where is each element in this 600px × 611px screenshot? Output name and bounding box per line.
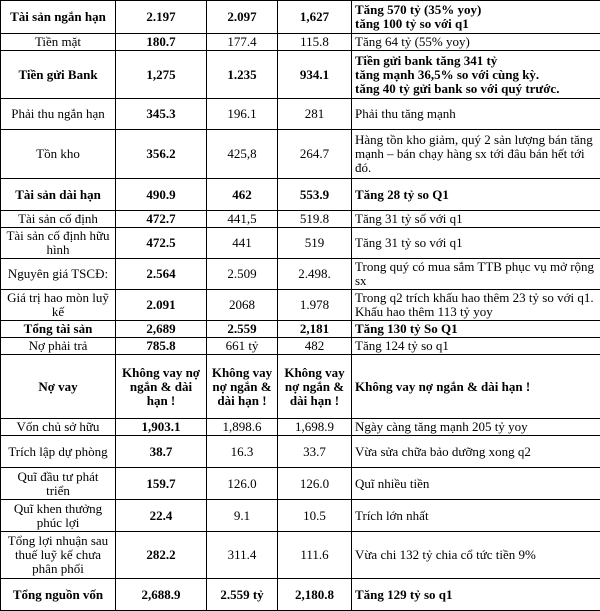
row-label: Tổng nguồn vốn <box>1 579 116 611</box>
value-q1: 462 <box>207 179 278 211</box>
row-label: Tiền gửi Bank <box>1 51 116 99</box>
value-prior-year: 2,181 <box>278 321 352 338</box>
table-row <box>1 468 600 500</box>
row-note: Trích lớn nhất <box>352 500 600 532</box>
value-q1: 177.4 <box>207 34 278 51</box>
row-label: Tiền mặt <box>1 34 116 51</box>
value-prior-year: 115.8 <box>278 34 352 51</box>
row-note: Vừa sửa chữa bảo dưỡng xong q2 <box>352 436 600 468</box>
value-q2-current: 472.5 <box>116 228 207 259</box>
value-prior-year: 126.0 <box>278 468 352 500</box>
table-row <box>1 179 600 211</box>
row-label: Nguyên giá TSCĐ: <box>1 259 116 290</box>
table-row <box>1 130 600 179</box>
value-q2-current: 22.4 <box>116 500 207 532</box>
value-q1: Không vay nợ ngắn & dài hạn ! <box>207 355 278 419</box>
row-label: Tồn kho <box>1 130 116 179</box>
row-label: Quĩ đầu tư phát triển <box>1 468 116 500</box>
value-prior-year: 482 <box>278 338 352 355</box>
row-note: Không vay nợ ngắn & dài hạn ! <box>352 355 600 419</box>
value-q1: 2.097 <box>207 1 278 34</box>
table-row <box>1 532 600 579</box>
table-row <box>1 34 600 51</box>
value-prior-year: 934.1 <box>278 51 352 99</box>
value-q1: 9.1 <box>207 500 278 532</box>
table-row <box>1 419 600 436</box>
value-q2-current: 490.9 <box>116 179 207 211</box>
value-prior-year: 519.8 <box>278 211 352 228</box>
row-label: Tổng tài sản <box>1 321 116 338</box>
table-row <box>1 211 600 228</box>
row-note: Tăng 124 tỷ so q1 <box>352 338 600 355</box>
table-row <box>1 51 600 99</box>
row-note: Tăng 64 tỷ (55% yoy) <box>352 34 600 51</box>
row-note: Vừa chi 132 tỷ chia cổ tức tiền 9% <box>352 532 600 579</box>
value-prior-year: 1.978 <box>278 290 352 321</box>
row-note: Tăng 570 tỷ (35% yoy) tăng 100 tỷ so với q1 <box>352 1 600 34</box>
table-row <box>1 338 600 355</box>
value-q2-current: 1,275 <box>116 51 207 99</box>
table-row <box>1 99 600 130</box>
value-q2-current: 472.7 <box>116 211 207 228</box>
row-note: Hàng tồn kho giảm, quý 2 sản lượng bán tăng mạnh – bán chạy hàng sx tới đâu bán hết tới đó. <box>352 130 600 179</box>
value-q2-current: 2.197 <box>116 1 207 34</box>
table-row <box>1 259 600 290</box>
table-row <box>1 290 600 321</box>
value-q1: 425,8 <box>207 130 278 179</box>
row-label: Nợ phải trả <box>1 338 116 355</box>
row-label: Tổng lợi nhuận sau thuế luỹ kế chưa phân phối <box>1 532 116 579</box>
row-label: Tài sản dài hạn <box>1 179 116 211</box>
value-q2-current: 2,688.9 <box>116 579 207 611</box>
row-note: Quĩ nhiều tiền <box>352 468 600 500</box>
value-q2-current: 345.3 <box>116 99 207 130</box>
row-note: Tăng 31 tỷ số với q1 <box>352 211 600 228</box>
value-q1: 196.1 <box>207 99 278 130</box>
row-note: Tăng 28 tỷ so Q1 <box>352 179 600 211</box>
row-label: Trích lập dự phòng <box>1 436 116 468</box>
row-label: Giá trị hao mòn luỹ kế <box>1 290 116 321</box>
row-note: Tiền gửi bank tăng 341 tỷ tăng mạnh 36,5% so với cùng kỳ. tăng 40 tỷ gửi bank so với quý trước. <box>352 51 600 99</box>
value-q2-current: 356.2 <box>116 130 207 179</box>
row-label: Tài sản ngắn hạn <box>1 1 116 34</box>
value-prior-year: 281 <box>278 99 352 130</box>
value-q2-current: 2.564 <box>116 259 207 290</box>
row-note: Tăng 31 tỷ so với q1 <box>352 228 600 259</box>
value-q1: 1,898.6 <box>207 419 278 436</box>
value-prior-year: 519 <box>278 228 352 259</box>
table-row <box>1 500 600 532</box>
table-row <box>1 355 600 419</box>
value-prior-year: 2.498. <box>278 259 352 290</box>
row-note: Tăng 129 tỷ so q1 <box>352 579 600 611</box>
value-prior-year: 33.7 <box>278 436 352 468</box>
value-q1: 2068 <box>207 290 278 321</box>
table-row <box>1 1 600 34</box>
value-q2-current: 180.7 <box>116 34 207 51</box>
row-note: Phải thu tăng mạnh <box>352 99 600 130</box>
table-body <box>1 1 600 611</box>
table-row <box>1 579 600 611</box>
value-q1: 16.3 <box>207 436 278 468</box>
row-label: Phải thu ngắn hạn <box>1 99 116 130</box>
value-q2-current: 2.091 <box>116 290 207 321</box>
value-q1: 126.0 <box>207 468 278 500</box>
value-prior-year: 111.6 <box>278 532 352 579</box>
table-row <box>1 228 600 259</box>
value-q2-current: 282.2 <box>116 532 207 579</box>
value-prior-year: 1,698.9 <box>278 419 352 436</box>
value-q2-current: 159.7 <box>116 468 207 500</box>
row-note: Trong quý có mua sắm TTB phục vụ mở rộng sx <box>352 259 600 290</box>
value-q1: 311.4 <box>207 532 278 579</box>
value-q2-current: 785.8 <box>116 338 207 355</box>
value-q2-current: 2,689 <box>116 321 207 338</box>
value-q1: 661 tỷ <box>207 338 278 355</box>
row-label: Tài sản cố định <box>1 211 116 228</box>
value-q1: 2.559 tỷ <box>207 579 278 611</box>
row-label: Quĩ khen thưởng phúc lợi <box>1 500 116 532</box>
value-prior-year: 264.7 <box>278 130 352 179</box>
row-label: Vốn chủ sở hữu <box>1 419 116 436</box>
row-note: Ngày càng tăng mạnh 205 tỷ yoy <box>352 419 600 436</box>
value-q1: 2.559 <box>207 321 278 338</box>
value-q1: 1.235 <box>207 51 278 99</box>
row-label: Nợ vay <box>1 355 116 419</box>
value-prior-year: 1,627 <box>278 1 352 34</box>
value-prior-year: 10.5 <box>278 500 352 532</box>
value-q1: 2.509 <box>207 259 278 290</box>
row-note: Trong q2 trích khấu hao thêm 23 tỷ so với q1. Khấu hao thêm 113 tỷ yoy <box>352 290 600 321</box>
row-note: Tăng 130 tỷ So Q1 <box>352 321 600 338</box>
table-row <box>1 321 600 338</box>
table-row <box>1 436 600 468</box>
value-prior-year: 553.9 <box>278 179 352 211</box>
row-label: Tài sản cố định hữu hình <box>1 228 116 259</box>
value-prior-year: 2,180.8 <box>278 579 352 611</box>
value-q1: 441 <box>207 228 278 259</box>
value-q1: 441,5 <box>207 211 278 228</box>
value-q2-current: 1,903.1 <box>116 419 207 436</box>
value-q2-current: Không vay nợ ngắn & dài hạn ! <box>116 355 207 419</box>
value-prior-year: Không vay nợ ngắn & dài hạn ! <box>278 355 352 419</box>
value-q2-current: 38.7 <box>116 436 207 468</box>
